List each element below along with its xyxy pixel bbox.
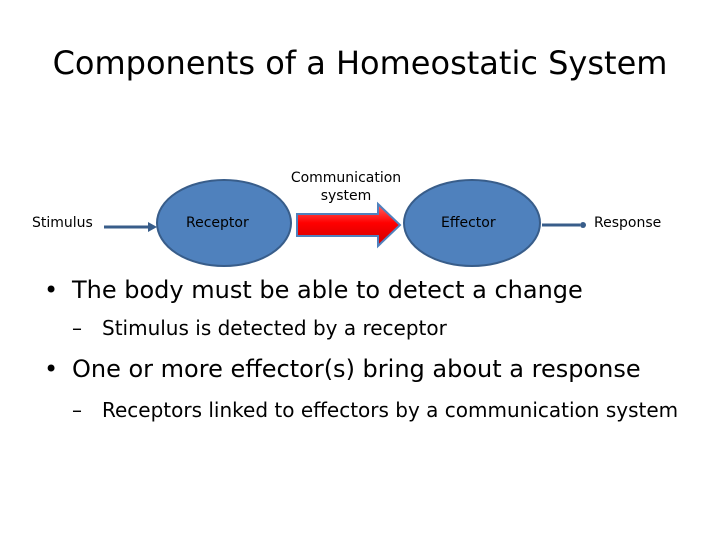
communication-arrow	[297, 204, 400, 246]
bullet-text: The body must be able to detect a change	[72, 276, 583, 304]
sub-bullet-text: Receptors linked to effectors by a communication system	[102, 398, 679, 422]
receptor-label: Receptor	[186, 215, 249, 231]
stimulus-label: Stimulus	[32, 215, 93, 231]
effector-label: Effector	[441, 215, 496, 231]
sub-bullet-text: Stimulus is detected by a receptor	[102, 316, 447, 340]
bullet-dot: •	[44, 355, 59, 383]
communication-label	[286, 169, 406, 205]
bullet-text: One or more effector(s) bring about a response	[72, 355, 641, 383]
bullet-item	[44, 355, 704, 383]
bullet-dot: •	[44, 276, 59, 304]
sub-bullet-item	[44, 398, 704, 422]
communication-label-line2: system	[320, 188, 372, 204]
sub-bullet-dash: –	[72, 398, 82, 422]
response-connector-end	[580, 222, 586, 228]
slide-title: Components of a Homeostatic System	[52, 44, 668, 82]
communication-label-line1: Communication	[290, 170, 402, 186]
stimulus-connector-arrowhead	[148, 222, 157, 232]
response-label: Response	[594, 215, 662, 231]
sub-bullet-dash: –	[72, 316, 82, 340]
bullet-list	[44, 276, 704, 422]
sub-bullet-item	[44, 316, 704, 340]
bullet-item	[44, 276, 704, 304]
